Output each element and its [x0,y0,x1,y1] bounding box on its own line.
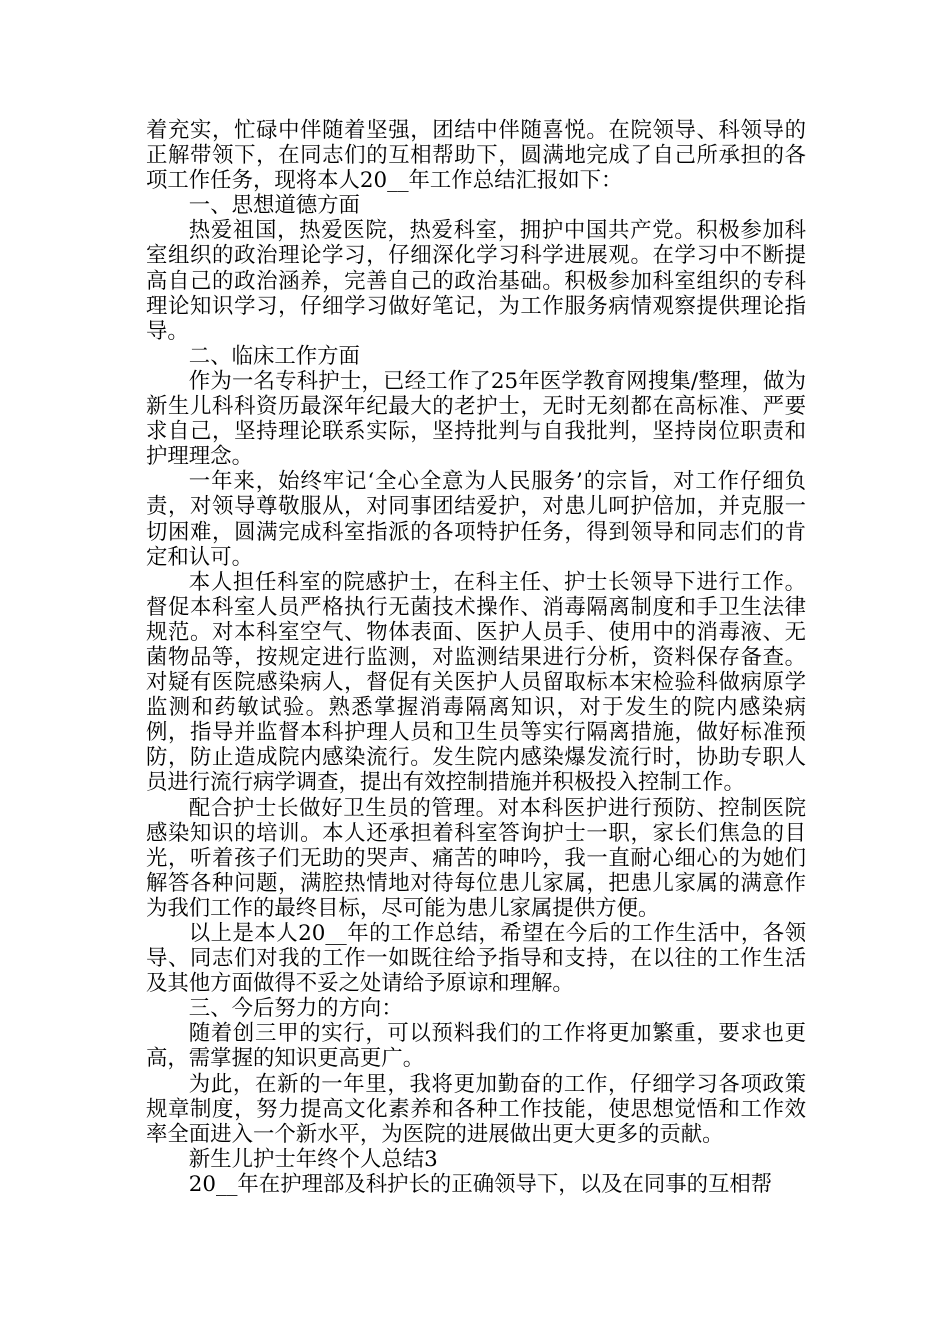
paragraph-infection-control: 本人担任科室的院感护士，在科主任、护士长领导下进行工作。督促本科室人员严格执行无菌技术操作、消毒隔离制度和手卫生法律规范。对本科室空气、物体表面、医护人员手、使用中的消毒液、无菌物品等，按规定进行监测，对监测结果进行分析，资料保存备查。对疑有医院感染病人，督促有关医护人员留取标本宋检验科做病原学监测和药敏试验。熟悉掌握消毒隔离知识，对于发生的院内感染病例，指导并监督本科护理人员和卫生员等实行隔离措施，做好标准预防，防止造成院内感染流行。发生院内感染爆发流行时，协助专职人员进行流行病学调查，提出有效控制措施并积极投入控制工作。 [146,569,806,796]
section-heading-ideology: 一、思想道德方面 [188,193,360,219]
paragraph-clinical-service: 一年来，始终牢记‘全心全意为人民服务’的宗旨，对工作仔细负责，对领导尊敬服从，对同事团结爱护，对患儿呵护倍加，并克服一切困难，圆满完成科室指派的各项特护任务，得到领导和同志们的肯定和认可。 [146,469,806,570]
document-body [146,118,806,1197]
paragraph-clinical-experience: 作为一名专科护士，已经工作了25年医学教育网搜集/整理，做为新生儿科科资历最深年纪最大的老护士，无时无刻都在高标准、严要求自己，坚持理论联系实际，坚持批判与自我批判，坚持岗位职责和护理理念。 [146,368,806,470]
paragraph-management: 配合护士长做好卫生员的管理。对本科医护进行预防、控制医院感染知识的培训。本人还承担着科室答询护士一职，家长们焦急的目光，听着孩子们无助的哭声、痛苦的呻吟，我一直耐心细心的为她们解答各种问题，满腔热情地对待每位患儿家属，把患儿家属的满意作为我们工作的最终目标，尽可能为患儿家属提供方便。 [146,795,806,921]
paragraph-next-document-start: 20__年在护理部及科护长的正确领导下，以及在同事的互相帮 [188,1171,773,1197]
paragraph-future-expectation: 随着创三甲的实行，可以预料我们的工作将更加繁重，要求也更高，需掌握的知识更高更广。 [146,1021,806,1072]
paragraph-future-plan: 为此，在新的一年里，我将更加勤奋的工作，仔细学习各项政策规章制度，努力提高文化素养和各种工作技能，使思想觉悟和工作效率全面进入一个新水平，为医院的进展做出更大更多的贡献。 [146,1071,806,1147]
paragraph-intro-continued: 着充实，忙碌中伴随着坚强，团结中伴随喜悦。在院领导、科领导的正解带领下，在同志们的互相帮助下，圆满地完成了自己所承担的各项工作任务，现将本人20__年工作总结汇报如下： [146,118,806,194]
paragraph-ideology: 热爱祖国，热爱医院，热爱科室，拥护中国共产党。积极参加科室组织的政治理论学习，仔细深化学习科学进展观。在学习中不断提高自己的政治涵养，完善自己的政治基础。积极参加科室组织的专科理论知识学习，仔细学习做好笔记，为工作服务病情观察提供理论指导。 [146,218,806,344]
section-heading-clinical: 二、临床工作方面 [188,343,360,369]
section-heading-future: 三、今后努力的方向： [188,996,403,1022]
document-subtitle: 新生儿护士年终个人总结3 [188,1146,438,1172]
paragraph-summary: 以上是本人20__年的工作总结，希望在今后的工作生活中，各领导、同志们对我的工作一如既往给予指导和支持，在以往的工作生活及其他方面做得不妥之处请给予原谅和理解。 [146,921,806,997]
